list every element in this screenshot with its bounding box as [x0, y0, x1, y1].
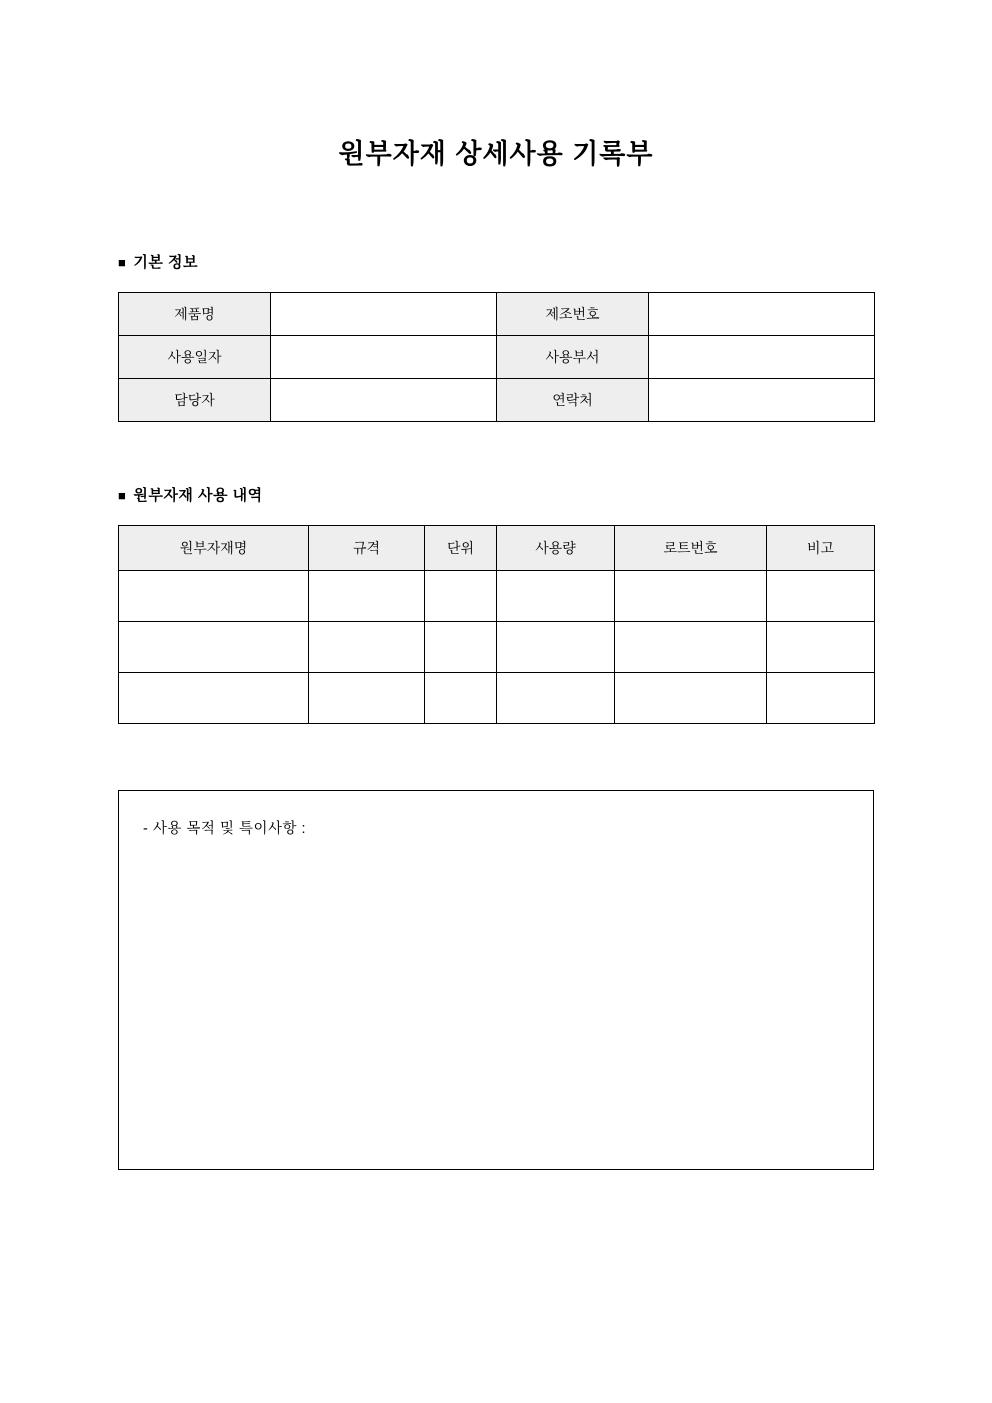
- column-header-remarks: 비고: [767, 526, 875, 571]
- cell-material-name[interactable]: [119, 622, 309, 673]
- table-row: [119, 571, 875, 622]
- section-heading-basic-info-label: 기본 정보: [133, 254, 198, 271]
- field-label-department: 사용부서: [497, 336, 649, 379]
- column-header-quantity-used: 사용량: [497, 526, 615, 571]
- field-label-manufacture-number: 제조번호: [497, 293, 649, 336]
- field-value-department[interactable]: [649, 336, 875, 379]
- cell-unit[interactable]: [425, 673, 497, 724]
- spacer: [0, 422, 992, 484]
- cell-lot-number[interactable]: [615, 622, 767, 673]
- cell-quantity-used[interactable]: [497, 571, 615, 622]
- table-row: [119, 379, 875, 422]
- field-label-contact: 연락처: [497, 379, 649, 422]
- field-label-product-name: 제품명: [119, 293, 271, 336]
- field-value-person-in-charge[interactable]: [271, 379, 497, 422]
- table-row: [119, 622, 875, 673]
- table-row: [119, 336, 875, 379]
- square-bullet-icon: ■: [118, 255, 127, 270]
- cell-material-name[interactable]: [119, 571, 309, 622]
- field-label-use-date: 사용일자: [119, 336, 271, 379]
- field-value-use-date[interactable]: [271, 336, 497, 379]
- basic-info-table: [118, 292, 875, 422]
- table-row: [119, 293, 875, 336]
- spacer: [0, 724, 992, 790]
- cell-spec[interactable]: [309, 673, 425, 724]
- square-bullet-icon: ■: [118, 488, 127, 503]
- cell-lot-number[interactable]: [615, 571, 767, 622]
- column-header-lot-number: 로트번호: [615, 526, 767, 571]
- cell-material-name[interactable]: [119, 673, 309, 724]
- column-header-material-name: 원부자재명: [119, 526, 309, 571]
- cell-unit[interactable]: [425, 622, 497, 673]
- field-value-contact[interactable]: [649, 379, 875, 422]
- cell-remarks[interactable]: [767, 622, 875, 673]
- cell-remarks[interactable]: [767, 571, 875, 622]
- notes-label: - 사용 목적 및 특이사항 :: [143, 821, 307, 837]
- field-value-product-name[interactable]: [271, 293, 497, 336]
- table-header-row: [119, 526, 875, 571]
- field-value-manufacture-number[interactable]: [649, 293, 875, 336]
- cell-lot-number[interactable]: [615, 673, 767, 724]
- spacer: [0, 272, 992, 292]
- section-heading-usage-detail-label: 원부자재 사용 내역: [133, 487, 263, 504]
- spacer: [0, 171, 992, 251]
- cell-quantity-used[interactable]: [497, 622, 615, 673]
- section-heading-usage-detail: [0, 484, 992, 505]
- cell-quantity-used[interactable]: [497, 673, 615, 724]
- field-label-person-in-charge: 담당자: [119, 379, 271, 422]
- usage-detail-table: [118, 525, 875, 724]
- column-header-unit: 단위: [425, 526, 497, 571]
- cell-unit[interactable]: [425, 571, 497, 622]
- cell-remarks[interactable]: [767, 673, 875, 724]
- cell-spec[interactable]: [309, 571, 425, 622]
- table-row: [119, 673, 875, 724]
- notes-box[interactable]: [118, 790, 874, 1170]
- cell-spec[interactable]: [309, 622, 425, 673]
- section-heading-basic-info: [0, 251, 992, 272]
- spacer: [0, 505, 992, 525]
- page-title: 원부자재 상세사용 기록부: [338, 139, 654, 169]
- column-header-spec: 규격: [309, 526, 425, 571]
